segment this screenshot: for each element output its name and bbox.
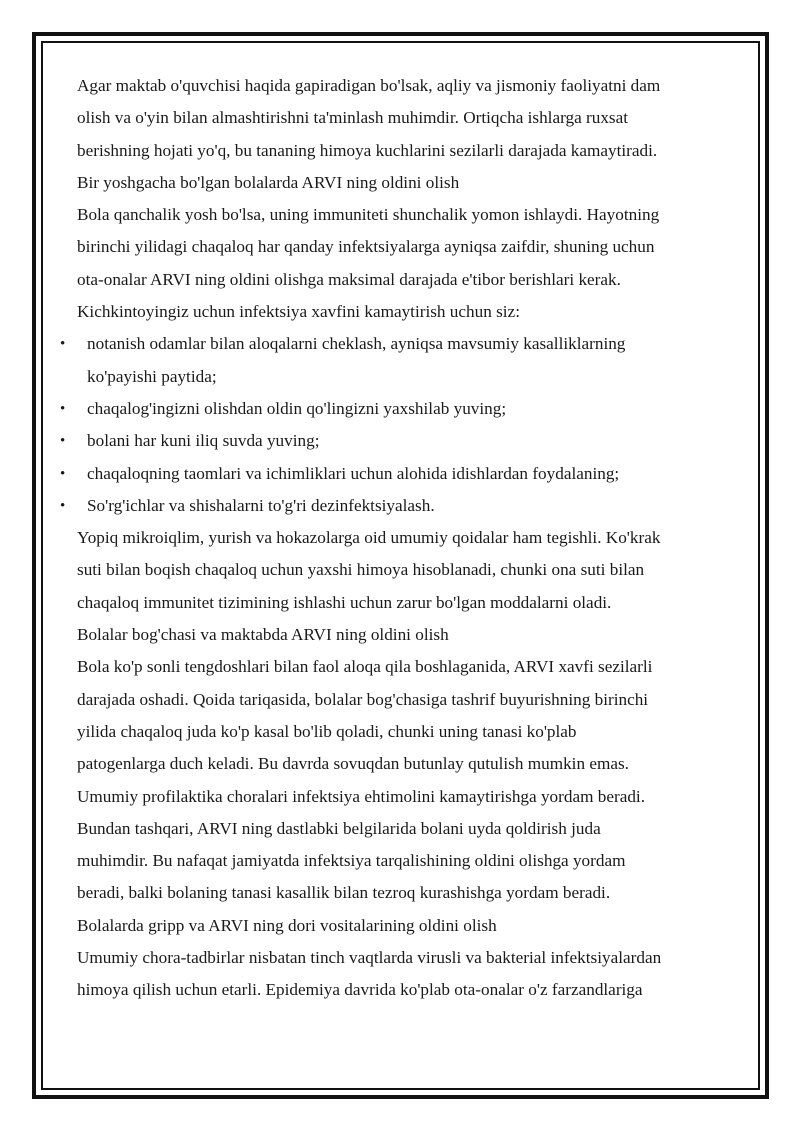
text-line: Agar maktab o'quvchisi haqida gapiradigan bo'lsak, aqliy va jismoniy faoliyatni dam — [77, 76, 661, 95]
list-item — [77, 490, 727, 522]
list-item — [77, 393, 727, 425]
list-item-line: ko'payishi paytida; — [87, 366, 217, 386]
list-item-line: • notanish odamlar bilan aloqalarni cheklash, ayniqsa mavsumiy kasalliklarning — [87, 334, 626, 354]
text-line: beradi, balki bolaning tanasi kasallik bilan tezroq kurashishga yordam beradi. — [77, 883, 611, 903]
text-line: chaqaloq immunitet tizimining ishlashi uchun zarur bo'lgan moddalarni oladi. — [77, 592, 612, 612]
list-item-line: • bolani har kuni iliq suvda yuving; — [87, 431, 320, 451]
list-item-line: • So'rg'ichlar va shishalarni to'g'ri dezinfektsiyalash. — [87, 495, 435, 515]
text-line: berishning hojati yo'q, bu tananing himoya kuchlarini sezilarli darajada kamaytiradi. — [77, 140, 658, 160]
text-line: Kichkintoyingiz uchun infektsiya xavfini kamaytirish uchun siz: — [77, 302, 520, 322]
text-line: Bola qanchalik yosh bo'lsa, uning immuniteti shunchalik yomon ishlaydi. Hayotning — [77, 205, 660, 225]
text-line: olish va o'yin bilan almashtirishni ta'minlash muhimdir. Ortiqcha ishlarga ruxsat — [77, 108, 629, 128]
text-line: darajada oshadi. Qoida tariqasida, bolalar bog'chasiga tashrif buyurishning birinchi — [77, 689, 649, 709]
text-line: Bola ko'p sonli tengdoshlari bilan faol aloqa qila boshlaganida, ARVI xavfi sezilarli — [77, 657, 653, 677]
text-line: himoya qilish uchun etarli. Epidemiya davrida ko'plab ota-onalar o'z farzandlariga — [77, 980, 643, 1000]
section-heading: Bolalarda gripp va ARVI ning dori vositalarining oldini olish — [77, 915, 497, 935]
text-line: Yopiq mikroiqlim, yurish va hokazolarga oid umumiy qoidalar ham tegishli. Ko'krak — [77, 528, 661, 548]
text-line: Umumiy chora-tadbirlar nisbatan tinch vaqtlarda virusli va bakterial infektsiyalardan — [77, 948, 662, 968]
text-line: ota-onalar ARVI ning oldini olishga maksimal darajada e'tibor berishlari kerak. — [77, 269, 621, 289]
text-line: suti bilan boqish chaqaloq uchun yaxshi himoya hisoblanadi, chunki ona suti bilan — [77, 560, 645, 580]
text-line: muhimdir. Bu nafaqat jamiyatda infektsiya tarqalishining oldini olishga yordam — [77, 851, 626, 871]
text-line: Bundan tashqari, ARVI ning dastlabki belgilarida bolani uyda qoldirish juda — [77, 818, 601, 838]
list-item — [77, 425, 727, 457]
section-heading: Bolalar bog'chasi va maktabda ARVI ning oldini olish — [77, 625, 449, 645]
document-body — [77, 70, 727, 1007]
text-line: Umumiy profilaktika choralari infektsiya ehtimolini kamaytirishga yordam beradi. — [77, 786, 645, 806]
list-item-line: • chaqaloqning taomlari va ichimliklari uchun alohida idishlardan foydalaning; — [87, 463, 620, 483]
list-item — [77, 328, 727, 393]
text-line: birinchi yilidagi chaqaloq har qanday infektsiyalarga ayniqsa zaifdir, shuning uchun — [77, 237, 655, 257]
text-line: patogenlarga duch keladi. Bu davrda sovuqdan butunlay qutulish mumkin emas. — [77, 754, 629, 774]
list-item — [77, 458, 727, 490]
section-heading: Bir yoshgacha bo'lgan bolalarda ARVI ning oldini olish — [77, 172, 460, 192]
bullet-list — [77, 328, 727, 522]
text-line: yilida chaqaloq juda ko'p kasal bo'lib qoladi, chunki uning tanasi ko'plab — [77, 721, 577, 741]
list-item-line: • chaqalog'ingizni olishdan oldin qo'lingizni yaxshilab yuving; — [87, 398, 507, 418]
